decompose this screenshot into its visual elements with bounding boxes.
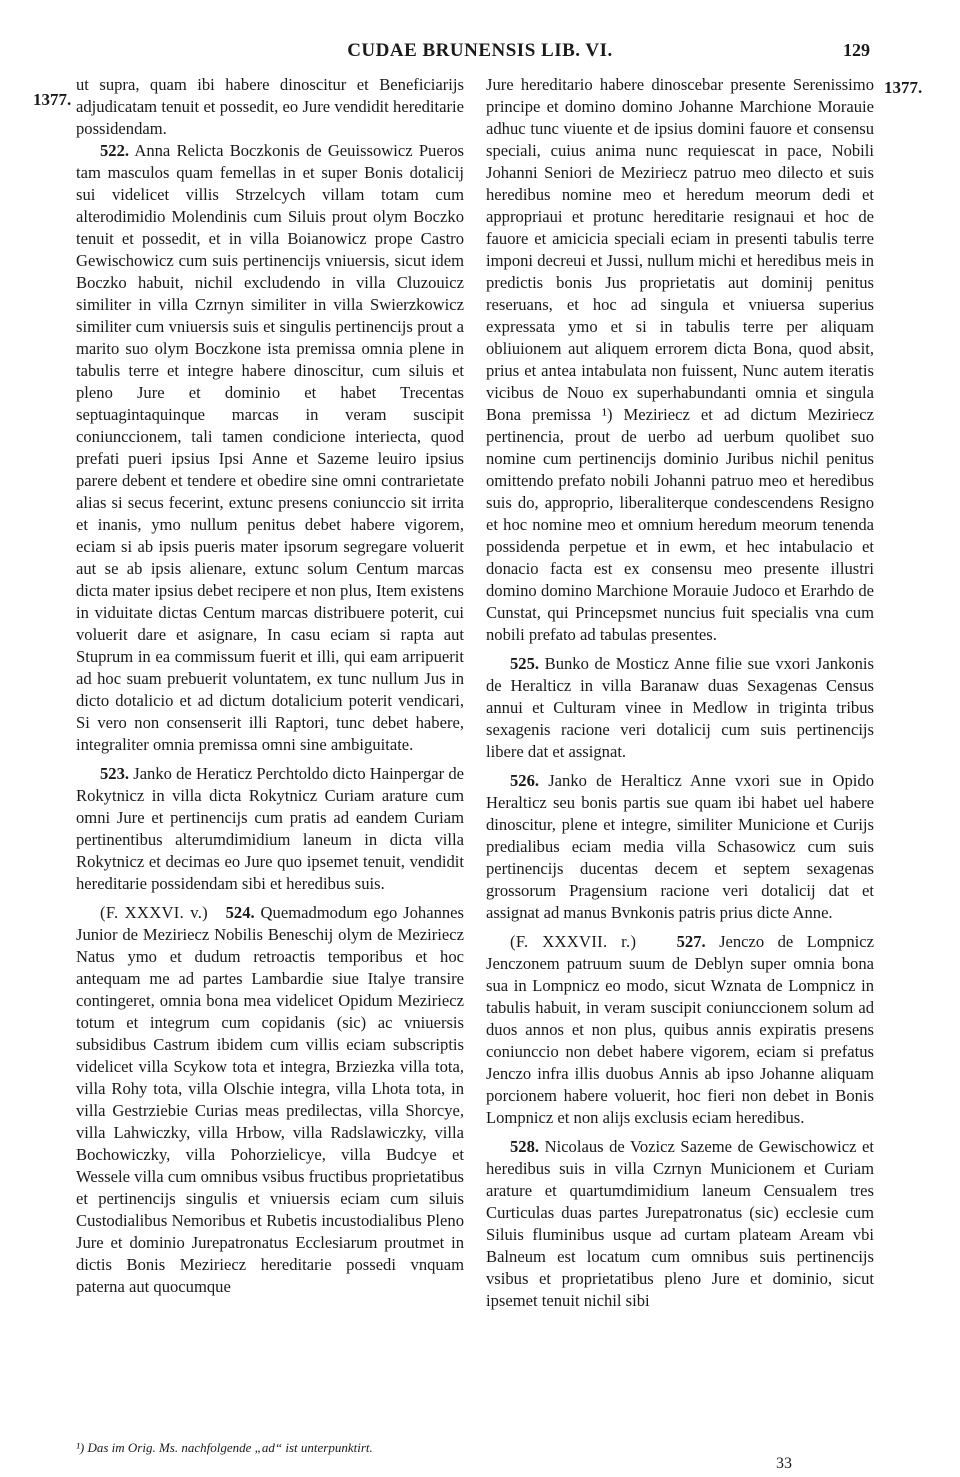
signature-mark: 33 — [776, 1455, 792, 1472]
entry-523 — [76, 763, 464, 895]
entry-number: 524. — [225, 903, 255, 922]
entry-continuation: ut supra, quam ibi habere dinoscitur et Beneficiarijs adjudicatam tenuit et possedit, eo Jure vendidit hereditarie possidendam. — [76, 75, 464, 138]
entry-text: Janko de Heralticz Anne vxori sue in Opido Heralticz seu bonis partis sue quam ibi habet uel habere dinoscitur, plene et integre, similiter Municione et Curijs predialibus eciam media villa Schasowicz cum suis pertinencijs ducentas decem et septem sexagenas grossorum Pragensium racione veri dotalicij dat et assignat ad manus Bvnkonis patris prius dicte Anne. — [486, 771, 874, 922]
entry-text: Jenczo de Lompnicz Jenczonem patruum suum de Deblyn super omnia bona sua in Lompnicz eo modo, sicut Wznata de Lompnicz in tabulis habuit, in veram suscipit coniunccionem solum ad duos annos et non plus, quibus annis expiratis presens coniunccio non debet habere vigorem, eciam si prefatus Jenczo infra illis duobus Annis ab ipso Johanne aliquam porcionem habere voluerit, hoc fieri non debet in Bonis Lompnicz et non alijs exclusis eciam heredibus. — [486, 932, 874, 1127]
entry-text: Bunko de Mosticz Anne filie sue vxori Jankonis de Heralticz in villa Baranaw duas Sexagenas Census annui et Culturam vinee in Medlow in triginta tribus sexagenis racione veri dotalicij cum suis pertinencijs libere dat et assignat. — [486, 654, 874, 761]
entry-continuation: Jure hereditario habere dinoscebar presente Serenissimo principe et domino domino Johanne Marchione Morauie adhuc tunc viuente et de ipsius domini fauore et consensu speciali, cuius anima nunc requiescat in pace, Nobili Johanni Seniori de Meziriecz patruo meo dilecto et suis heredibus nomine meo et heredum meorum dedi et appropriaui et protunc hereditarie resignaui et hoc de fauore et amicicia speciali eciam in presenti tabulis terre imponi decreui et Jussi, nullum michi et heredibus meis in predictis bonis Jus proprietatis aut dominij penitus reseruans, et hoc ad singula et vniuersa superius expressata ymo et si in tabulis terre per aliquam obliuionem aut aliquem errorem dicta Bona, quod absit, prius et antea intabulata non fuissent, Nunc autem iteratis vicibus de Nouo ex superhabundanti omnia et singula Bona premissa ¹) Meziriecz et ad dictum Meziriecz pertinencia, prout de uerbo ad uerbum quolibet suo nomine cum pertinencijs dominio Juribus nichil penitus omittendo prefato nobili Johanni patruo meo et heredibus suis do, approprio, liberaliterque condescendens Resigno et hoc nomine meo et omnium heredum meorum tenenda possidenda perpetue et in ewm, et hec intabulacio et donacio facta est ex consensu meo presente illustri domino domino Marchione Morauie Judoco et Erarhdo de Cunstat, qui Princepsmet nuncius fuit specialis vna cum nobili prefato ad tabulas presentes. — [486, 75, 874, 644]
entry-528 — [486, 1136, 874, 1312]
entry-522 — [76, 140, 464, 756]
entry-526 — [486, 770, 874, 924]
entry-number: 522. — [100, 141, 130, 160]
entry-number: 523. — [100, 764, 130, 783]
entry-524 — [76, 902, 464, 1298]
page-number: 129 — [843, 40, 870, 60]
margin-year-left: 1377. — [33, 90, 72, 109]
entry-number: 527. — [676, 932, 706, 951]
margin-year-right: 1377. — [884, 78, 923, 97]
folio-reference: (F. XXXVI. v.) — [100, 903, 209, 922]
entry-number: 526. — [510, 771, 540, 790]
left-column — [76, 74, 464, 1298]
running-title: CUDAE BRUNENSIS LIB. VI. — [347, 40, 613, 61]
entry-525 — [486, 653, 874, 763]
entry-text: Anna Relicta Boczkonis de Geuissowicz Pueros tam masculos quam femellas in et super Bonis dotalicij sui videlicet villis Strzelcych villam totam cum alterodimidio Molendinis cum Siluis prout olym Boczko tenuit et possedit, et in villa Boianowicz prope Castro Gewischowicz cum suis pertinencijs vniuersis, sicut idem Boczko habuit, nichil excludendo in villa Cluzouicz similiter in villa Czrnyn similiter in villa Swierzkowicz similiter cum vniuersis suis et singulis pertinencijs prout a marito suo olym Boczkone ista premissa omnia plene in tabulis terre et integre habere dinoscitur, cum siluis et pleno Jure et dominio et habet Trecentas septuagintaquinque marcas in veram suscipit coniunccionem, tali tamen condicione interiecta, quod prefati pueri ipsius Ipsi Anne et Sazeme leuiro ipsius parere debent et tendere et obedire sine omni contrarietate alias si secus fecerint, extunc presens coniunccio sit irrita et inanis, ymo nullum penitus debet habere vigorem, eciam si ab ipsis pueris mater ipsorum segregare voluerit aut se ab ipsis alienare, extunc solum Centum marcas dicta mater ipsius debet recipere et non plus, Item existens in viduitate dictas Centum marcas distribuere poterit, cui voluerit dare et asignare, In casu eciam si rapta aut Stuprum in ea commissum fuerit et illi, qui eam arripuerit ad hoc suam prebuerit voluntatem, ex tunc nullum Jus in dicto dotalicio et ad dictum dotalicium poterit vendicari, Si vero non consenserit illi Raptori, tunc debet habere, integraliter omnia premissa omni sine ambiguitate. — [76, 141, 464, 754]
entry-number: 525. — [510, 654, 540, 673]
entry-text: Janko de Heraticz Perchtoldo dicto Hainpergar de Rokytnicz in villa dicta Rokytnicz Curiam arature cum omni Jure et pertinencijs cum pratis ad eandem Curiam pertinentibus alterumdimidium laneum in dicta villa Rokytnicz et decimas eo Jure quo ipsemet tenuit, vendidit hereditarie possidendam sibi et heredibus suis. — [76, 764, 464, 893]
footnote: ¹) Das im Orig. Ms. nachfolgende „ad“ ist unterpunktirt. — [76, 1440, 373, 1455]
page-header — [0, 40, 960, 70]
entry-text: Nicolaus de Vozicz Sazeme de Gewischowicz et heredibus suis in villa Czrnyn Municionem et Curiam arature et quartumdimidium laneum Censualem tres Curticulas duas partes Jurepatronatus (sic) ecclesie cum Siluis fluminibus usque ad curtam plateam Aream vbi Balneum est locatum cum omnibus suis pertinencijs vsibus et proprietatibus pleno Jure et dominio, sicut ipsemet tenuit nichil sibi — [486, 1137, 874, 1310]
entry-text: Quemadmodum ego Johannes Junior de Meziriecz Nobilis Beneschij olym de Meziriecz Natus ymo et dudum retroactis temporibus et hoc antequam me ad partes Lambardie siue Italye transire contingeret, omnia bona mea videlicet Opidum Meziriecz totum et integrum cum copidanis (sic) ac vniuersis subsidibus Castrum ibidem cum villis eciam subscriptis videlicet villa Scykow tota et integra, Brziezka villa tota, villa Rohy tota, villa Olschie integra, villa Lhota tota, in villa Gestrziebie Curias meas predilectas, villa Shorcye, villa Lahwiczky, villa Hrbow, villa Radslawiczky, villa Bochowiczky, villa Pohorzielicye, villa Budcye et Wessele villa cum omnibus vsibus fructibus proprietatibus et pertinencijs singulis et vniuersis eciam cum siluis Custodialibus Nemoribus et Rubetis incustodialibus Pleno Jure et dominio Jurepatronatus Ecclesiarum proutmet in dictis Bonis Meziriecz hereditarie possedi vnquam paterna aut quocumque — [76, 903, 464, 1296]
folio-reference: (F. XXXVII. r.) — [510, 932, 637, 951]
entry-number: 528. — [510, 1137, 540, 1156]
right-column — [486, 74, 874, 1312]
entry-527 — [486, 931, 874, 1129]
